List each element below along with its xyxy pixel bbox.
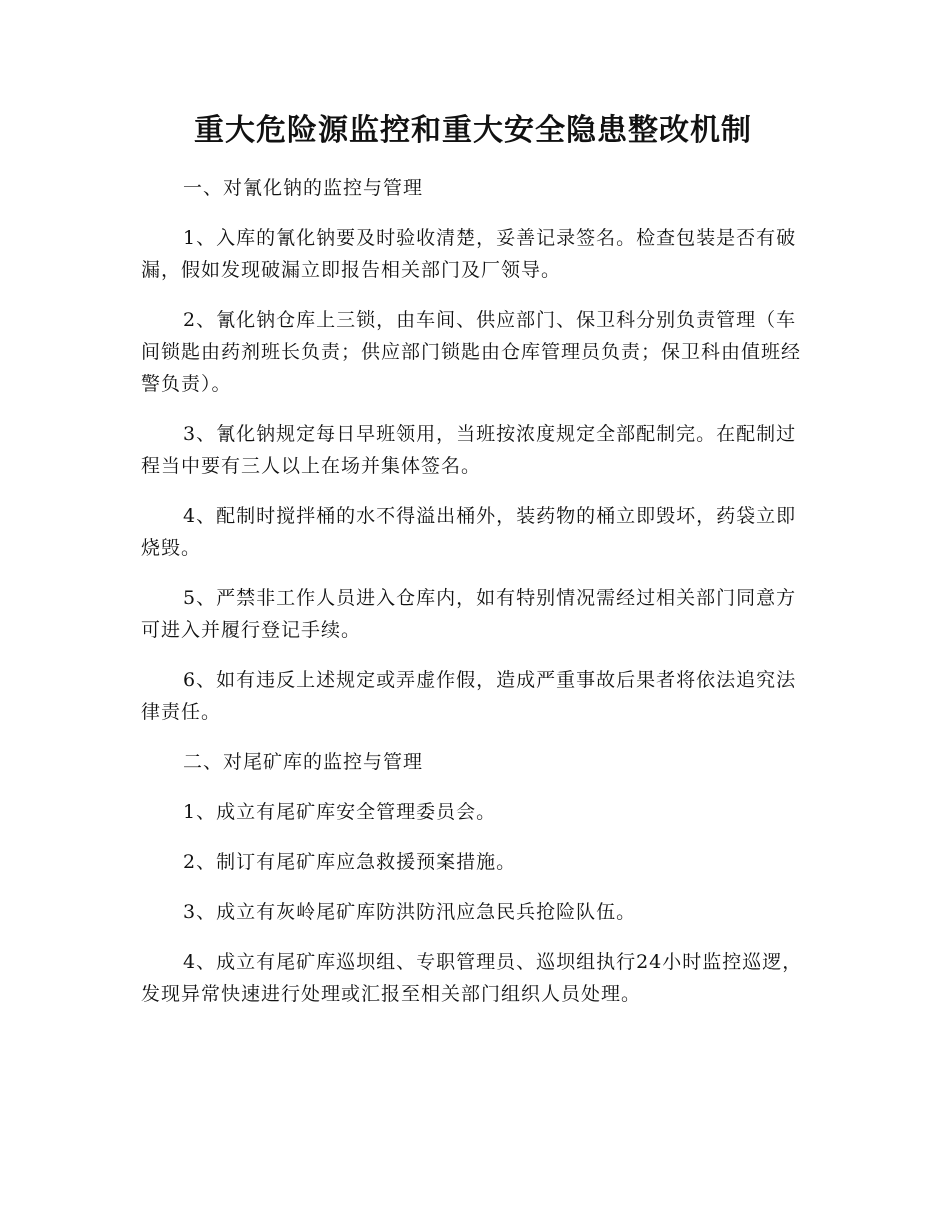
section-heading-cyanide: 一、对氰化钠的监控与管理 [183, 177, 424, 199]
tailings-rule-3: 3、成立有灰岭尾矿库防洪防汛应急民兵抢险队伍。 [183, 901, 637, 923]
cyanide-rule-5: 5、严禁非工作人员进入仓库内，如有特别情况需经过相关部门同意方可进入并履行登记手续。 [141, 587, 797, 641]
tailings-rule-1: 1、成立有尾矿库安全管理委员会。 [183, 801, 497, 823]
cyanide-rule-2: 2、氰化钠仓库上三锁，由车间、供应部门、保卫科分别负责管理（车间锁匙由药剂班长负责；供应部门锁匙由仓库管理员负责；保卫科由值班经警负责）。 [141, 309, 802, 395]
cyanide-rule-1: 1、入库的氰化钠要及时验收清楚，妥善记录签名。检查包装是否有破漏，假如发现破漏立即报告相关部门及厂领导。 [141, 227, 797, 281]
section-heading-tailings: 二、对尾矿库的监控与管理 [183, 751, 424, 773]
cyanide-rule-3: 3、氰化钠规定每日早班领用，当班按浓度规定全部配制完。在配制过程当中要有三人以上在场并集体签名。 [141, 423, 797, 477]
document-title: 重大危险源监控和重大安全隐患整改机制 [194, 113, 752, 148]
cyanide-rule-6: 6、如有违反上述规定或弄虚作假，造成严重事故后果者将依法追究法律责任。 [141, 669, 797, 723]
tailings-rule-2: 2、制订有尾矿库应急救援预案措施。 [183, 851, 517, 873]
document-page [141, 110, 805, 1028]
tailings-rule-4: 4、成立有尾矿库巡坝组、专职管理员、巡坝组执行24小时监控巡逻，发现异常快速进行处理或汇报至相关部门组织人员处理。 [141, 951, 803, 1005]
cyanide-rule-4: 4、配制时搅拌桶的水不得溢出桶外，装药物的桶立即毁坏，药袋立即烧毁。 [141, 505, 797, 559]
